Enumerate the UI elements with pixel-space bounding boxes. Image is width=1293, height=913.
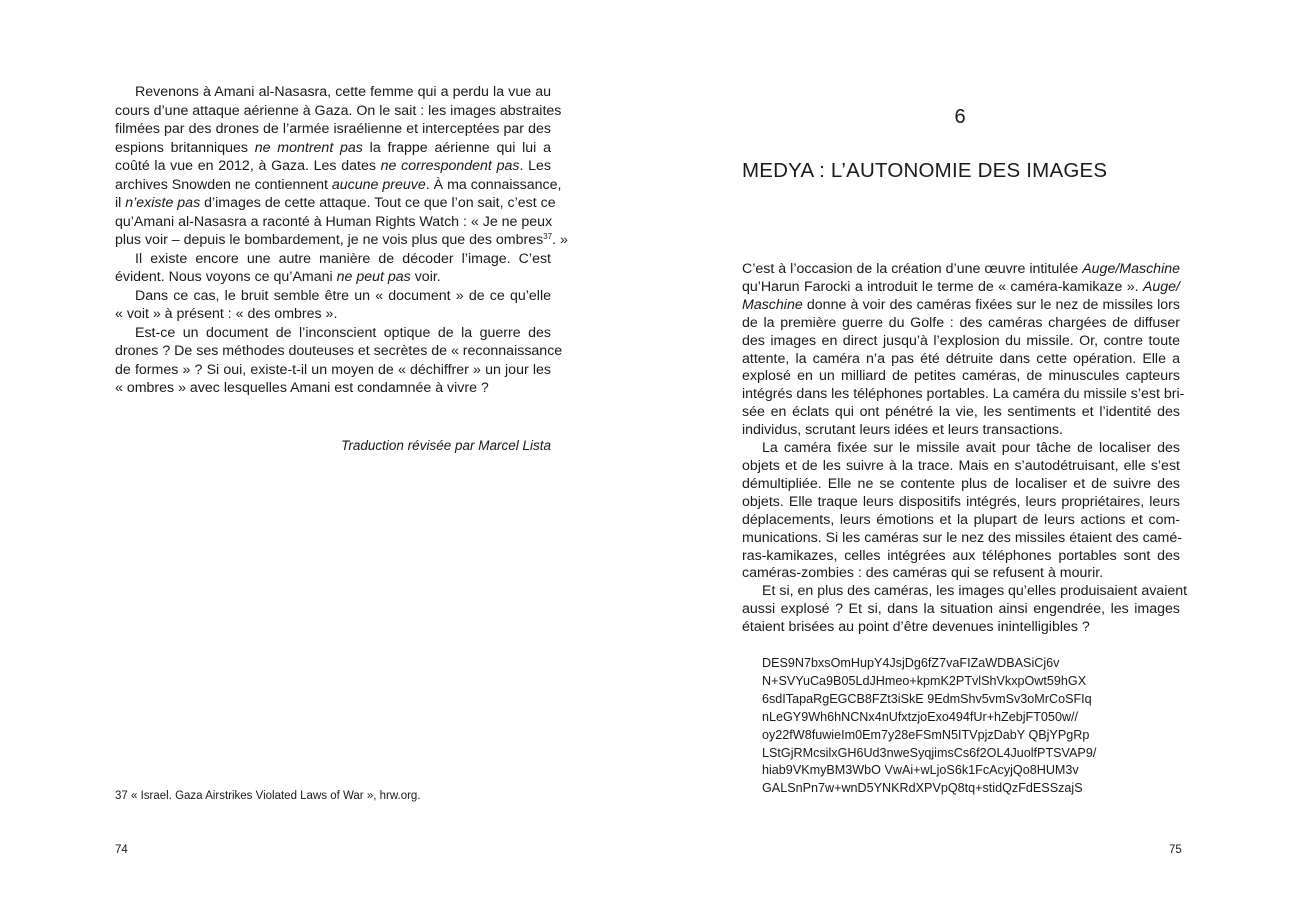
italic-text: Auge/Maschine <box>1082 261 1180 277</box>
text-line: objets et de les suivre à la trace. Mais en s’autodétruisant, elle s’est <box>742 457 1180 474</box>
footnote: 37 « Israel. Gaza Airstrikes Violated Laws of War », hrw.org. <box>115 790 421 802</box>
text-line: déplacements, leurs émotions et la plupart de leurs actions et com- <box>742 511 1180 528</box>
text-line: explosé en un milliard de petites caméras, de minuscules capteurs <box>742 368 1180 385</box>
text-line: Est-ce un document de l’inconscient optique de la guerre des <box>135 324 551 341</box>
text-line: C’est à l’occasion de la création d’une œuvre intitulée Auge/Maschine <box>742 261 1180 277</box>
italic-text: ne peut pas <box>336 269 411 285</box>
text-line: individus, scrutant leurs idées et leurs transactions. <box>742 422 1063 439</box>
text-line: caméras-zombies : des caméras qui se refusent à mourir. <box>742 565 1104 582</box>
text-line: cours d’une attaque aérienne à Gaza. On le sait : les images abstraites <box>115 102 562 119</box>
code-line: 6sdITapaRgEGCB8FZt3iSkE 9EdmShv5vmSv3oMrCoSFIq <box>762 691 1092 706</box>
text-line: archives Snowden ne contiennent aucune preuve. À ma connaissance, <box>115 176 562 193</box>
text-line: coûté la vue en 2012, à Gaza. Les dates ne correspondent pas. Les <box>115 158 551 174</box>
text-line: attente, la caméra n’a pas été détruite dans cette opération. Elle a <box>742 350 1180 367</box>
paragraph <box>742 440 1180 583</box>
text-line: démultipliée. Elle ne se contente plus de localiser et de suivre des <box>742 475 1180 492</box>
text-line: Et si, en plus des caméras, les images qu’elles produisaient avaient <box>762 583 1188 600</box>
code-line: oy22fW8fuwieIm0Em7y28eFSmN5ITVpjzDabY QBjYPgRp <box>762 727 1090 742</box>
text-line: Il existe encore une autre manière de décoder l’image. C’est <box>135 250 551 267</box>
code-line: GALSnPn7w+wnD5YNKRdXPVpQ8tq+stidQzFdESSzajS <box>762 781 1083 796</box>
text-line: intégrés dans les téléphones portables. La caméra du missile s’est bri- <box>742 386 1185 403</box>
encoded-text-block <box>762 655 1096 798</box>
text-line: « ombres » avec lesquelles Amani est condamnée à vivre ? <box>115 380 489 396</box>
italic-text: Auge/ <box>1142 278 1180 295</box>
text-line: Revenons à Amani al-Nasasra, cette femme qui a perdu la vue au <box>135 84 551 100</box>
page-number-right: 75 <box>1169 844 1182 856</box>
footnote-reference: 37 <box>543 232 553 241</box>
italic-text: Maschine <box>742 296 803 313</box>
paragraph <box>115 83 568 250</box>
text-line: Dans ce cas, le bruit semble être un « document » de ce qu’elle <box>135 287 551 304</box>
text-line: Maschine donne à voir des caméras fixées sur le nez de missiles lors <box>742 296 1180 313</box>
chapter-number: 6 <box>954 106 966 128</box>
text-line: de formes » ? Si oui, existe-t-il un moyen de « déchiffrer » un jour les <box>115 361 551 378</box>
paragraph <box>115 250 551 287</box>
code-line: hiab9VKmyBM3WbO VwAi+wLjoS6k1FcAcyjQo8HUM3v <box>762 763 1079 778</box>
italic-text: ne correspondent pas <box>380 158 520 174</box>
right-body-text <box>742 261 1188 637</box>
text-line: de la première guerre du Golfe : des caméras chargées de diffuser <box>742 314 1180 331</box>
paragraph <box>115 324 563 398</box>
right-page <box>646 0 1293 913</box>
page-number-left: 74 <box>115 844 128 856</box>
text-line: des images en direct jusqu’à l’explosion du missile. Or, contre toute <box>742 332 1180 349</box>
text-line: munications. Si les caméras sur le nez des missiles étaient des camé- <box>742 529 1182 546</box>
text-line: évident. Nous voyons ce qu’Amani ne peut pas voir. <box>115 269 441 285</box>
text-line: ras-kamikazes, celles intégrées aux téléphones portables sont des <box>742 547 1180 564</box>
paragraph <box>742 261 1185 440</box>
text-line: « voit » à présent : « des ombres ». <box>115 306 338 322</box>
left-body-text <box>115 83 568 398</box>
text-line: aussi explosé ? Et si, dans la situation ainsi engendrée, les images <box>742 601 1180 618</box>
italic-text: aucune preuve <box>331 176 426 193</box>
translation-credit: Traduction révisée par Marcel Lista <box>341 438 551 453</box>
code-line: nLeGY9Wh6hNCNx4nUfxtzjoExo494fUr+hZebjFT050w// <box>762 709 1079 724</box>
chapter-title: MEDYA : L’AUTONOMIE DES IMAGES <box>742 159 1108 182</box>
text-line: sée en éclats qui ont pénétré la vie, les sentiments et l’identité des <box>742 404 1180 421</box>
text-line: filmées par des drones de l’armée israélienne et interceptées par des <box>115 121 551 137</box>
text-line: qu’Harun Farocki a introduit le terme de « caméra-kamikaze ». Auge/ <box>742 278 1180 295</box>
left-page <box>0 0 646 913</box>
text-line: étaient brisées au point d’être devenues inintelligibles ? <box>742 619 1090 636</box>
text-line: qu’Amani al-Nasasra a raconté à Human Rights Watch : « Je ne peux <box>115 213 553 230</box>
text-line: objets. Elle traque leurs dispositifs intégrés, leurs propriétaires, leurs <box>742 493 1180 510</box>
italic-text: n’existe pas <box>125 195 201 211</box>
text-line: plus voir – depuis le bombardement, je ne vois plus que des ombres$^{37}$. » <box>115 232 568 248</box>
code-line: DES9N7bxsOmHupY4JsjDg6fZ7vaFIZaWDBASiCj6v <box>762 656 1060 670</box>
paragraph <box>742 583 1188 637</box>
text-line: La caméra fixée sur le missile avait pour tâche de localiser des <box>762 440 1180 457</box>
paragraph <box>115 287 551 324</box>
text-line: espions britanniques ne montrent pas la frappe aérienne qui lui a <box>115 139 551 156</box>
code-line: N+SVYuCa9B05LdJHmeo+kpmK2PTvlShVkxpOwt59hGX <box>762 673 1087 688</box>
italic-text: ne montrent pas <box>254 139 363 156</box>
text-line: drones ? De ses méthodes douteuses et secrètes de « reconnaissance <box>115 343 563 359</box>
text-line: il n’existe pas d’images de cette attaque. Tout ce que l’on sait, c’est ce <box>115 195 556 211</box>
code-line: LStGjRMcsilxGH6Ud3nweSyqjimsCs6f2OL4JuolfPTSVAP9/ <box>762 745 1097 760</box>
